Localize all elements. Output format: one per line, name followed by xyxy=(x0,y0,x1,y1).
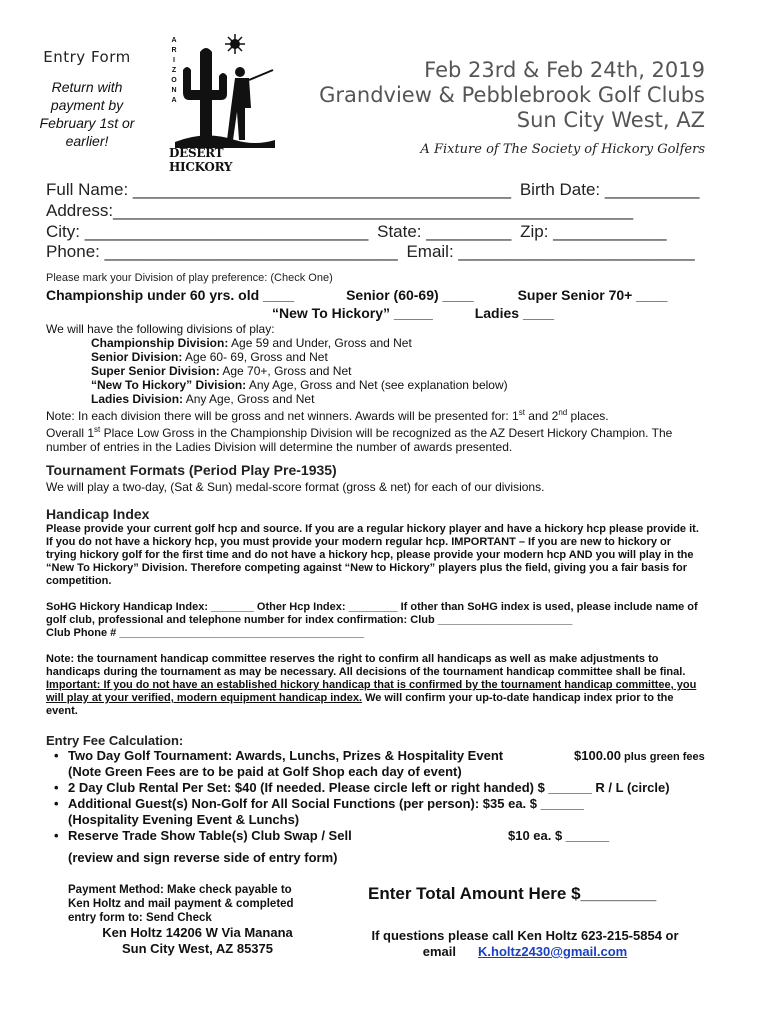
divisions-section xyxy=(46,322,736,454)
fixture-line: A Fixture of The Society of Hickory Golfers xyxy=(420,142,705,157)
event-city: Sun City West, AZ xyxy=(516,108,705,132)
return-note-line: February 1st or xyxy=(39,115,135,131)
birth-date-field[interactable]: Birth Date: __________ xyxy=(519,180,700,199)
handicap-line: event. xyxy=(46,705,78,717)
championship-check[interactable]: Championship under 60 yrs. old ____ xyxy=(46,287,295,303)
return-note-line: Return with xyxy=(51,79,123,95)
city-row xyxy=(46,222,667,242)
handicap-line: will play at your verified, modern equipment handicap index. We will confirm your up-to-date handicap index prior to the xyxy=(46,692,674,704)
formats-text: We will play a two-day, (Sat & Sun) medal-score format (gross & net) for each of our divisions. xyxy=(46,480,545,494)
division-row-2 xyxy=(272,305,554,321)
fees-title: Entry Fee Calculation: xyxy=(46,733,184,748)
address-field[interactable]: Address:_______________________________________________________ xyxy=(46,201,634,220)
super-senior-check[interactable]: Super Senior 70+ ____ xyxy=(517,287,668,303)
handicap-line: Note: the tournament handicap committee reserves the right to confirm all handicaps as well as make adjustments to xyxy=(46,653,659,665)
handicap-line: handicaps during the tournament as may be necessary. All decisions of the tournament handicap committee shall be final. xyxy=(46,666,686,678)
mailing-address xyxy=(60,925,335,957)
logo-letter: A xyxy=(171,37,177,44)
handicap-line: “New To Hickory” Division. Therefore competing against “New to Hickory” players plus the field, giving you a fair basis for xyxy=(46,562,687,574)
logo-letter: A xyxy=(171,97,177,104)
full-name-field[interactable]: Full Name: ________________________________________ xyxy=(46,180,512,199)
cactus-golfer-icon xyxy=(165,30,280,150)
ladies-check[interactable]: Ladies ____ xyxy=(474,305,555,321)
return-note xyxy=(22,78,152,150)
division-row-1 xyxy=(46,287,667,303)
phone-field[interactable]: Phone: _______________________________ xyxy=(46,242,398,261)
division-item: Ladies Division: Any Age, Gross and Net xyxy=(91,392,315,406)
new-to-hickory-check[interactable]: “New To Hickory” _____ xyxy=(272,305,433,321)
logo-letter: O xyxy=(171,77,177,84)
club-field[interactable]: golf club, professional and telephone number for index confirmation: Club ______________________ xyxy=(46,614,573,626)
header-left xyxy=(22,48,152,150)
event-venue: Grandview & Pebblebrook Golf Clubs xyxy=(319,83,705,107)
desert-hickory-logo xyxy=(165,30,280,174)
payment-line: Payment Method: Make check payable to xyxy=(68,884,292,896)
division-item: Senior Division: Age 60- 69, Gross and Net xyxy=(91,350,328,364)
logo-letter: R xyxy=(171,47,177,54)
payment-line: entry form to: Send Check xyxy=(68,912,212,924)
handicap-line: trying hickory golf for the first time and do not have a hickory hcp, please provide your modern hcp AND you will play in the xyxy=(46,549,694,561)
event-dates: Feb 23rd & Feb 24th, 2019 xyxy=(424,58,705,82)
division-prompt: Please mark your Division of play preference: (Check One) xyxy=(46,272,333,284)
overall-note: Overall 1st Place Low Gross in the Championship Division will be recognized as the AZ Desert Hickory Champion. The xyxy=(46,425,673,440)
handicap-line: If you do not have a hickory hcp, you must provide your modern regular hcp. IMPORTANT – If you are new to hickory or xyxy=(46,536,672,548)
phone-row xyxy=(46,242,695,262)
divisions-intro: We will have the following divisions of play: xyxy=(46,322,275,336)
division-item: Championship Division: Age 59 and Under, Gross and Net xyxy=(91,336,412,350)
logo-letter: Z xyxy=(171,67,177,74)
logo-letter: N xyxy=(171,87,177,94)
payment-method xyxy=(68,883,338,925)
fee-item-trade-note: (review and sign reverse side of entry form) xyxy=(68,850,338,865)
payment-line: Ken Holtz and mail payment & completed xyxy=(68,898,294,910)
fee-item-guests-note: (Hospitality Evening Event & Lunchs) xyxy=(68,812,300,827)
return-note-line: payment by xyxy=(50,97,124,113)
awards-note: Note: In each division there will be gross and net winners. Awards will be presented for: 1st and 2nd places. xyxy=(46,408,609,423)
address-line: Ken Holtz 14206 W Via Manana xyxy=(102,925,293,940)
email-field[interactable]: Email: _________________________ xyxy=(406,242,695,261)
questions-line: If questions please call Ken Holtz 623-215-5854 or xyxy=(371,928,679,943)
fee-item-guests[interactable]: • Additional Guest(s) Non-Golf for All Social Functions (per person): $35 ea. $ ______ xyxy=(54,796,585,811)
handicap-line: Please provide your current golf hcp and source. If you are a regular hickory player and have a hickory hcp please provide it. xyxy=(46,523,699,535)
address-line: Sun City West, AZ 85375 xyxy=(122,941,273,956)
fee-item-note: (Note Green Fees are to be paid at Golf Shop each day of event) xyxy=(68,764,462,779)
logo-text: DESERT HICKORY xyxy=(169,146,233,174)
email-link[interactable]: K.holtz2430@gmail.com xyxy=(478,944,628,959)
division-item: “New To Hickory” Division: Any Age, Gross and Net (see explanation below) xyxy=(91,378,508,392)
logo-letter: I xyxy=(173,57,175,64)
handicap-line: competition. xyxy=(46,575,112,587)
entry-form-title: Entry Form xyxy=(43,48,131,66)
questions-contact xyxy=(350,928,700,960)
state-field[interactable]: State: _________ xyxy=(377,222,512,241)
handicap-important: Important: If you do not have an established hickory handicap that is confirmed by the tournament handicap committee, you xyxy=(46,679,697,691)
fee-item-club-rental[interactable]: • 2 Day Club Rental Per Set: $40 (If needed. Please circle left or right handed) $ ______ R / L (circle) xyxy=(54,780,670,795)
fee-item-trade-table[interactable]: • Reserve Trade Show Table(s) Club Swap / Sell $10 ea. $ ______ xyxy=(54,828,610,843)
handicap-title: Handicap Index xyxy=(46,506,150,522)
club-phone-field[interactable]: Club Phone # ________________________________________ xyxy=(46,627,365,639)
email-line: email K.holtz2430@gmail.com xyxy=(422,944,628,959)
zip-field[interactable]: Zip: ____________ xyxy=(520,222,667,241)
handicap-paragraph-1 xyxy=(46,523,746,588)
full-name-row xyxy=(46,180,699,200)
handicap-paragraph-3 xyxy=(46,653,746,718)
division-item: Super Senior Division: Age 70+, Gross and Net xyxy=(91,364,352,378)
header-right xyxy=(285,58,705,157)
division-list xyxy=(46,336,736,406)
return-note-line: earlier! xyxy=(65,133,109,149)
fee-item-tournament: • Two Day Golf Tournament: Awards, Lunchs, Prizes & Hospitality Event $100.00 plus green fees xyxy=(54,748,705,763)
ladies-note: number of entries in the Ladies Division will determine the number of awards presented. xyxy=(46,440,513,454)
city-field[interactable]: City: ______________________________ xyxy=(46,222,369,241)
fees-list xyxy=(46,748,746,866)
handicap-paragraph-2 xyxy=(46,601,746,640)
address-row xyxy=(46,201,633,221)
handicap-index-field[interactable]: SoHG Hickory Handicap Index: _______ Other Hcp Index: ________ If other than SoHG index is used, please include name of xyxy=(46,601,698,613)
formats-title: Tournament Formats (Period Play Pre-1935) xyxy=(46,462,337,478)
total-amount-field[interactable]: Enter Total Amount Here $________ xyxy=(368,884,657,903)
senior-check[interactable]: Senior (60-69) ____ xyxy=(346,287,474,303)
